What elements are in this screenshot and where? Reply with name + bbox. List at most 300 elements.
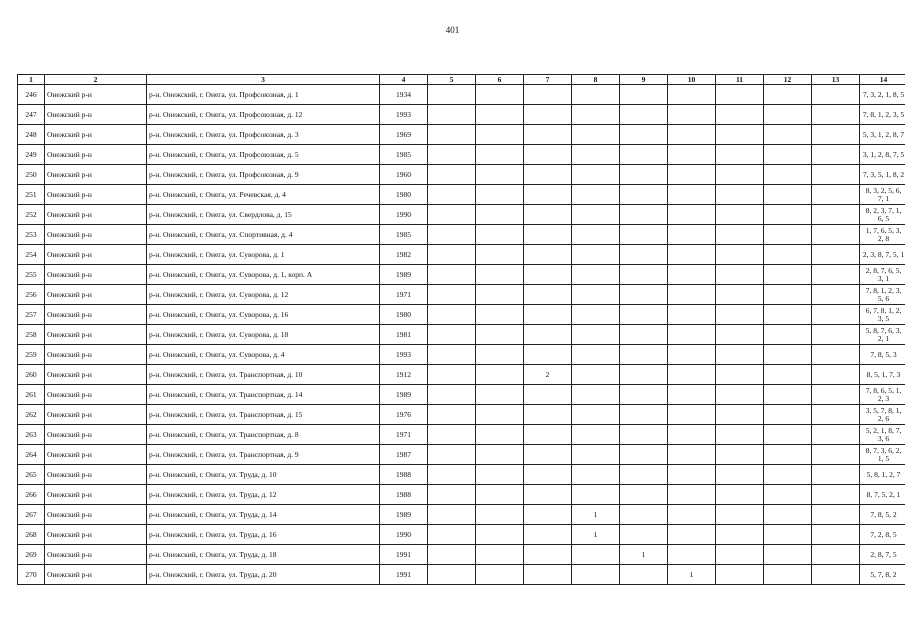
table-row	[18, 245, 905, 265]
table-cell: Онежский р-н	[45, 445, 147, 465]
table-cell	[524, 205, 572, 225]
table-cell	[524, 165, 572, 185]
table-cell	[572, 425, 620, 445]
table-cell: Онежский р-н	[45, 205, 147, 225]
table-cell: 1	[572, 525, 620, 545]
table-cell	[812, 225, 860, 245]
table-cell: 1993	[380, 105, 428, 125]
table-cell	[764, 145, 812, 165]
table-cell: 1976	[380, 405, 428, 425]
table-cell	[572, 565, 620, 585]
table-cell: Онежский р-н	[45, 85, 147, 105]
table-cell: р-н. Онежский, г. Онега, ул. Транспортная, д. 14	[147, 385, 380, 405]
table-cell	[476, 545, 524, 565]
table-cell	[764, 565, 812, 585]
table-cell	[812, 345, 860, 365]
table-cell: р-н. Онежский, г. Онега, ул. Труда, д. 14	[147, 505, 380, 525]
table-cell	[812, 525, 860, 545]
table-cell	[428, 465, 476, 485]
column-header: 10	[668, 75, 716, 85]
table-cell: 2	[524, 365, 572, 385]
table-cell	[428, 545, 476, 565]
table-cell: Онежский р-н	[45, 425, 147, 445]
table-cell	[668, 425, 716, 445]
table-cell	[572, 465, 620, 485]
table-cell: р-н. Онежский, г. Онега, ул. Суворова, д. 1	[147, 245, 380, 265]
table-cell	[620, 225, 668, 245]
table-cell	[764, 405, 812, 425]
table-cell: Онежский р-н	[45, 505, 147, 525]
column-header: 9	[620, 75, 668, 85]
table-cell	[620, 465, 668, 485]
table-cell	[572, 445, 620, 465]
table-cell	[764, 305, 812, 325]
table-cell: Онежский р-н	[45, 225, 147, 245]
table-cell	[428, 345, 476, 365]
table-cell	[716, 145, 764, 165]
table-cell	[764, 365, 812, 385]
table-cell	[620, 325, 668, 345]
table-row	[18, 85, 905, 105]
table-cell	[716, 565, 764, 585]
table-cell	[668, 285, 716, 305]
table-cell	[524, 265, 572, 285]
table-cell: р-н. Онежский, г. Онега, ул. Транспортная, д. 8	[147, 425, 380, 445]
table-cell: р-н. Онежский, г. Онега, ул. Суворова, д. 12	[147, 285, 380, 305]
table-cell: р-н. Онежский, г. Онега, ул. Суворова, д. 1, корп. А	[147, 265, 380, 285]
table-cell	[764, 325, 812, 345]
table-cell	[428, 525, 476, 545]
table-cell: 250	[18, 165, 45, 185]
table-cell: 1989	[380, 505, 428, 525]
table-cell	[716, 245, 764, 265]
table-cell	[716, 285, 764, 305]
column-header: 4	[380, 75, 428, 85]
table-row	[18, 225, 905, 245]
table-cell: 1981	[380, 325, 428, 345]
table-cell	[764, 425, 812, 445]
table-cell: 1988	[380, 485, 428, 505]
table-cell: 246	[18, 85, 45, 105]
table-cell: 1990	[380, 525, 428, 545]
table-cell	[812, 405, 860, 425]
table-cell	[812, 105, 860, 125]
table-cell	[668, 505, 716, 525]
table-cell: 8, 5, 1, 7, 3	[860, 365, 905, 385]
table-cell	[428, 225, 476, 245]
table-cell	[476, 405, 524, 425]
table-cell: Онежский р-н	[45, 305, 147, 325]
table-cell	[764, 105, 812, 125]
table-cell	[620, 245, 668, 265]
table-header	[18, 75, 905, 85]
table-cell: Онежский р-н	[45, 185, 147, 205]
table-cell	[428, 445, 476, 465]
table-cell: 251	[18, 185, 45, 205]
table-cell: Онежский р-н	[45, 485, 147, 505]
table-row	[18, 445, 905, 465]
table-cell: 7, 8, 5, 3	[860, 345, 905, 365]
table-cell	[572, 265, 620, 285]
table-cell	[620, 85, 668, 105]
table-row	[18, 205, 905, 225]
table-cell: р-н. Онежский, г. Онега, ул. Речевская, д. 4	[147, 185, 380, 205]
table-cell	[428, 265, 476, 285]
table-cell: 1990	[380, 205, 428, 225]
table-cell: р-н. Онежский, г. Онега, ул. Профсоюзная, д. 5	[147, 145, 380, 165]
table-cell	[476, 565, 524, 585]
table-cell: 1982	[380, 245, 428, 265]
table-cell	[812, 145, 860, 165]
table-cell	[668, 125, 716, 145]
table-row	[18, 385, 905, 405]
table-cell: 8, 7, 3, 6, 2, 1, 5	[860, 445, 905, 465]
table-cell	[476, 305, 524, 325]
table-cell: 1912	[380, 365, 428, 385]
table-cell	[620, 365, 668, 385]
table-cell	[716, 545, 764, 565]
table-cell	[812, 305, 860, 325]
table-cell: 253	[18, 225, 45, 245]
table-cell: Онежский р-н	[45, 345, 147, 365]
table-row	[18, 545, 905, 565]
table-cell	[620, 105, 668, 125]
table-cell	[812, 245, 860, 265]
table-cell	[572, 205, 620, 225]
table-cell	[668, 305, 716, 325]
table-cell	[476, 85, 524, 105]
table-cell	[812, 205, 860, 225]
table-cell: 266	[18, 485, 45, 505]
table-cell: 254	[18, 245, 45, 265]
table-cell	[812, 385, 860, 405]
table-cell	[716, 465, 764, 485]
table-cell	[716, 445, 764, 465]
column-header: 13	[812, 75, 860, 85]
table-cell	[476, 265, 524, 285]
table-cell	[764, 85, 812, 105]
table-cell	[812, 85, 860, 105]
table-cell	[572, 165, 620, 185]
table-cell	[764, 385, 812, 405]
table-cell	[620, 425, 668, 445]
table-cell	[428, 325, 476, 345]
table-cell: 1934	[380, 85, 428, 105]
table-cell	[524, 245, 572, 265]
column-header: 1	[18, 75, 45, 85]
table-cell: 256	[18, 285, 45, 305]
table-cell	[716, 385, 764, 405]
table-cell: 263	[18, 425, 45, 445]
table-cell	[716, 265, 764, 285]
table-cell: р-н. Онежский, г. Онега, ул. Транспортная, д. 15	[147, 405, 380, 425]
table-cell	[476, 465, 524, 485]
table-cell	[572, 405, 620, 425]
table-row	[18, 345, 905, 365]
table-cell	[476, 425, 524, 445]
column-header: 2	[45, 75, 147, 85]
table-cell: 7, 3, 2, 1, 8, 5	[860, 85, 905, 105]
table-cell: р-н. Онежский, г. Онега, ул. Труда, д. 20	[147, 565, 380, 585]
column-header: 6	[476, 75, 524, 85]
table-cell	[428, 305, 476, 325]
table-cell	[668, 485, 716, 505]
table-cell: р-н. Онежский, г. Онега, ул. Труда, д. 10	[147, 465, 380, 485]
table-cell	[620, 265, 668, 285]
column-header: 3	[147, 75, 380, 85]
table-cell	[668, 465, 716, 485]
table-cell	[524, 305, 572, 325]
table-cell: 3, 1, 2, 8, 7, 5	[860, 145, 905, 165]
column-header: 8	[572, 75, 620, 85]
table-cell	[524, 565, 572, 585]
table-cell: 1987	[380, 445, 428, 465]
table-cell: р-н. Онежский, г. Онега, ул. Профсоюзная, д. 3	[147, 125, 380, 145]
table-cell	[428, 485, 476, 505]
table-cell	[572, 105, 620, 125]
table-cell	[476, 205, 524, 225]
column-header: 11	[716, 75, 764, 85]
table-cell	[668, 405, 716, 425]
table-cell: 268	[18, 525, 45, 545]
table-cell: 270	[18, 565, 45, 585]
table-cell: 7, 8, 6, 5, 1, 2, 3	[860, 385, 905, 405]
table-body	[18, 85, 905, 585]
table-cell: р-н. Онежский, г. Онега, ул. Профсоюзная, д. 9	[147, 165, 380, 185]
table-row	[18, 325, 905, 345]
table-cell	[716, 325, 764, 345]
table-row	[18, 565, 905, 585]
table-cell	[476, 445, 524, 465]
table-cell	[812, 445, 860, 465]
table-cell: 252	[18, 205, 45, 225]
table-cell	[524, 285, 572, 305]
table-cell	[476, 225, 524, 245]
table-cell	[524, 385, 572, 405]
table-cell	[524, 225, 572, 245]
table-row	[18, 525, 905, 545]
table-cell: 258	[18, 325, 45, 345]
table-cell	[428, 245, 476, 265]
table-cell	[668, 525, 716, 545]
table-cell	[476, 245, 524, 265]
table-cell	[620, 405, 668, 425]
table-cell	[716, 165, 764, 185]
table-row	[18, 305, 905, 325]
table-cell	[764, 165, 812, 185]
table-cell	[428, 565, 476, 585]
table-cell: 5, 7, 8, 2	[860, 565, 905, 585]
table-cell: 1960	[380, 165, 428, 185]
table-cell: 1991	[380, 565, 428, 585]
table-cell	[428, 125, 476, 145]
table-row	[18, 485, 905, 505]
table-cell: Онежский р-н	[45, 125, 147, 145]
table-cell	[716, 305, 764, 325]
table-cell	[764, 225, 812, 245]
table-cell	[764, 205, 812, 225]
table-cell	[620, 145, 668, 165]
table-cell	[716, 525, 764, 545]
table-cell	[668, 545, 716, 565]
table-cell	[428, 385, 476, 405]
table-cell	[812, 545, 860, 565]
table-cell	[668, 265, 716, 285]
table-cell	[764, 125, 812, 145]
table-cell	[428, 425, 476, 445]
table-cell: Онежский р-н	[45, 285, 147, 305]
table-cell	[812, 485, 860, 505]
table-cell	[716, 405, 764, 425]
table-cell: 5, 8, 1, 2, 7	[860, 465, 905, 485]
table-row	[18, 365, 905, 385]
table-cell	[716, 185, 764, 205]
table-cell	[572, 85, 620, 105]
table-cell	[668, 325, 716, 345]
table-cell	[428, 205, 476, 225]
table-cell: Онежский р-н	[45, 385, 147, 405]
table-cell: 7, 2, 8, 5	[860, 525, 905, 545]
table-cell: р-н. Онежский, г. Онега, ул. Суворова, д. 16	[147, 305, 380, 325]
table-cell	[524, 485, 572, 505]
table-cell	[668, 165, 716, 185]
table-cell	[668, 385, 716, 405]
table-cell: Онежский р-н	[45, 525, 147, 545]
table-cell	[812, 325, 860, 345]
table-cell	[572, 545, 620, 565]
table-row	[18, 405, 905, 425]
table-cell	[764, 465, 812, 485]
table-cell	[572, 125, 620, 145]
table-cell: 1985	[380, 145, 428, 165]
table-row	[18, 125, 905, 145]
table-cell	[764, 265, 812, 285]
table-cell	[716, 425, 764, 445]
table-cell: р-н. Онежский, г. Онега, ул. Свердлова, д. 15	[147, 205, 380, 225]
table-cell	[476, 345, 524, 365]
table-cell	[524, 425, 572, 445]
table-cell	[524, 185, 572, 205]
table-cell	[764, 285, 812, 305]
table-cell: 1	[620, 545, 668, 565]
table-cell: 6, 7, 8, 1, 2, 3, 5	[860, 305, 905, 325]
table-cell	[476, 105, 524, 125]
table-cell: 1988	[380, 465, 428, 485]
table-cell	[428, 405, 476, 425]
table-cell	[764, 525, 812, 545]
data-table	[17, 74, 905, 585]
table-cell	[620, 345, 668, 365]
table-cell	[620, 525, 668, 545]
column-header: 14	[860, 75, 905, 85]
table-cell	[524, 445, 572, 465]
table-cell: 1993	[380, 345, 428, 365]
table-row	[18, 145, 905, 165]
table-cell: 2, 8, 7, 6, 5, 3, 1	[860, 265, 905, 285]
table-cell	[716, 105, 764, 125]
table-cell	[668, 445, 716, 465]
table-cell	[668, 185, 716, 205]
table-cell	[668, 365, 716, 385]
table-cell	[428, 185, 476, 205]
table-cell	[764, 245, 812, 265]
table-cell	[476, 485, 524, 505]
table-row	[18, 465, 905, 485]
table-cell	[716, 485, 764, 505]
table-cell	[620, 285, 668, 305]
table-cell	[620, 505, 668, 525]
table-cell: Онежский р-н	[45, 145, 147, 165]
table-cell	[812, 265, 860, 285]
column-header: 7	[524, 75, 572, 85]
table-cell	[476, 285, 524, 305]
table-row	[18, 265, 905, 285]
table-cell	[812, 505, 860, 525]
table-cell	[620, 385, 668, 405]
table-cell: 1989	[380, 265, 428, 285]
table-cell: 1985	[380, 225, 428, 245]
table-cell	[524, 405, 572, 425]
table-cell: 1980	[380, 305, 428, 325]
table-cell: 261	[18, 385, 45, 405]
table-cell	[572, 185, 620, 205]
table-cell	[524, 105, 572, 125]
table-cell: 7, 8, 1, 2, 3, 5	[860, 105, 905, 125]
table-cell	[476, 325, 524, 345]
table-cell	[668, 245, 716, 265]
table-cell	[428, 85, 476, 105]
table-cell	[668, 105, 716, 125]
table-cell	[572, 365, 620, 385]
table-cell: Онежский р-н	[45, 365, 147, 385]
table-cell	[524, 125, 572, 145]
table-cell: 2, 3, 8, 7, 5, 1	[860, 245, 905, 265]
table-cell	[524, 525, 572, 545]
table-cell: 5, 3, 1, 2, 8, 7	[860, 125, 905, 145]
table-cell: 1	[572, 505, 620, 525]
table-cell: 5, 2, 1, 8, 7, 3, 6	[860, 425, 905, 445]
table-cell	[620, 445, 668, 465]
table-cell: 2, 8, 7, 5	[860, 545, 905, 565]
table-cell	[812, 565, 860, 585]
table-cell	[812, 165, 860, 185]
table-cell	[716, 225, 764, 245]
table-cell	[524, 505, 572, 525]
table-cell	[572, 485, 620, 505]
table-cell: 7, 8, 1, 2, 3, 5, 6	[860, 285, 905, 305]
table-cell	[716, 365, 764, 385]
table-cell	[620, 205, 668, 225]
table-cell	[428, 285, 476, 305]
table-cell: 5, 8, 7, 6, 3, 2, 1	[860, 325, 905, 345]
table-cell	[476, 365, 524, 385]
table-cell: 267	[18, 505, 45, 525]
table-cell	[716, 125, 764, 145]
table-row	[18, 185, 905, 205]
table-cell: 7, 8, 5, 2	[860, 505, 905, 525]
table-cell	[716, 505, 764, 525]
table-cell: Онежский р-н	[45, 465, 147, 485]
column-header: 12	[764, 75, 812, 85]
table-cell	[572, 145, 620, 165]
table-cell	[476, 525, 524, 545]
table-cell	[668, 145, 716, 165]
table-cell	[668, 345, 716, 365]
table-cell: 257	[18, 305, 45, 325]
table-cell	[524, 325, 572, 345]
table-cell	[476, 145, 524, 165]
table-cell	[620, 485, 668, 505]
